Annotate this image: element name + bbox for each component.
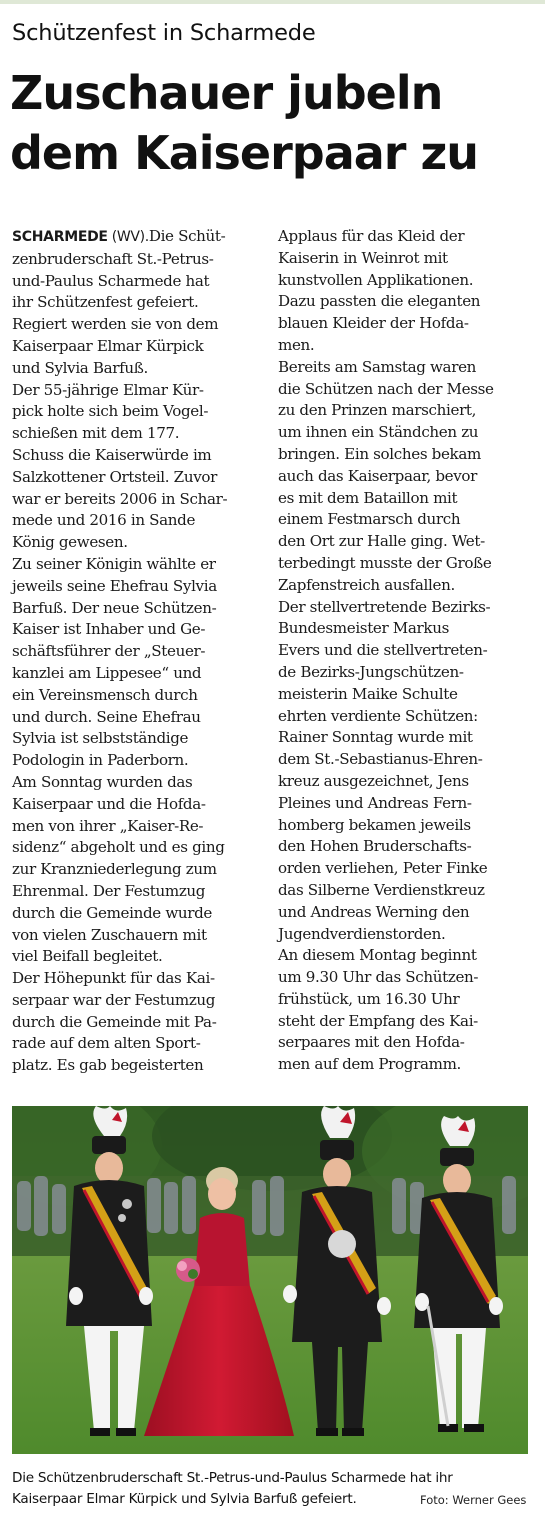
caption-line: Die Schützenbruderschaft St.-Petrus-und-Paulus Scharmede hat ihr — [12, 1470, 453, 1486]
body-line: es mit dem Bataillon mit — [278, 488, 458, 507]
body-line: Zapfenstreich ausfallen. — [278, 575, 455, 594]
top-rule — [0, 0, 545, 4]
body-line: Am Sonntag wurden das — [12, 772, 193, 791]
body-line: Ehrenmal. Der Festumzug — [12, 881, 206, 900]
body-line: um 9.30 Uhr das Schützen- — [278, 968, 479, 987]
caption-line: Kaiserpaar Elmar Kürpick und Sylvia Barfuß gefeiert. — [12, 1490, 357, 1507]
body-line: Der Höhepunkt für das Kai- — [12, 969, 215, 988]
body-line: zu den Prinzen marschiert, — [278, 401, 477, 420]
body-line: pick holte sich beim Vogel- — [12, 402, 209, 421]
dateline-source: (WV). — [107, 229, 149, 245]
body-line: Regiert werden sie von dem — [12, 315, 219, 334]
body-line: ihr Schützenfest gefeiert. — [12, 293, 199, 312]
body-line: ehrten verdiente Schützen: — [278, 706, 478, 725]
body-line: Barfuß. Der neue Schützen- — [12, 598, 217, 617]
body-line: meisterin Maike Schulte — [278, 684, 458, 703]
body-line: Der stellvertretende Bezirks- — [278, 597, 491, 616]
body-line: men. — [278, 335, 315, 354]
body-line: durch die Gemeinde wurde — [12, 903, 213, 922]
body-line: mede und 2016 in Sande — [12, 511, 196, 530]
body-line: men auf dem Programm. — [278, 1055, 461, 1074]
body-line: Rainer Sonntag wurde mit — [278, 728, 473, 747]
body-line: Bereits am Samstag waren — [278, 357, 477, 376]
body-line: zenbruderschaft St.-Petrus- — [12, 249, 214, 268]
body-line: Kaiserpaar und die Hofda- — [12, 794, 206, 813]
body-line: jeweils seine Ehefrau Sylvia — [12, 576, 217, 595]
body-line: Podologin in Paderborn. — [12, 751, 189, 770]
body-line: sidenz“ abgeholt und es ging — [12, 838, 225, 857]
body-line: kreuz ausgezeichnet, Jens — [278, 771, 469, 790]
body-line: König gewesen. — [12, 533, 128, 552]
body-line: ein Vereinsmensch durch — [12, 685, 198, 704]
body-line: Pleines und Andreas Fern- — [278, 793, 472, 812]
body-line: serpaar war der Festumzug — [12, 990, 216, 1009]
body-line: Applaus für das Kleid der — [278, 227, 465, 245]
body-line: Kaiserin in Weinrot mit — [278, 248, 448, 267]
body-line: kanzlei am Lippesee“ und — [12, 663, 202, 682]
body-line: Kaiser ist Inhaber und Ge- — [12, 620, 206, 639]
body-line: dem St.-Sebastianus-Ehren- — [278, 750, 483, 769]
body-line: orden verliehen, Peter Finke — [278, 859, 488, 878]
body-line: die Schützen nach der Messe — [278, 379, 494, 398]
body-line: war er bereits 2006 in Schar- — [12, 489, 228, 508]
body-text: Die Schüt- — [148, 227, 226, 245]
article-headline — [10, 63, 478, 183]
body-line: frühstück, um 16.30 Uhr — [278, 989, 460, 1008]
body-line: schießen mit dem 177. — [12, 424, 180, 443]
body-line: den Hohen Bruderschafts- — [278, 837, 472, 856]
dateline: SCHARMEDE — [12, 229, 108, 245]
body-line: homberg bekamen jeweils — [278, 815, 471, 834]
body-line: steht der Empfang des Kai- — [278, 1011, 478, 1030]
body-line: Jugendverdienstorden. — [278, 924, 446, 943]
body-line: Zu seiner Königin wählte er — [12, 554, 216, 573]
body-line: platz. Es gab begeisterten — [12, 1056, 204, 1075]
body-line: serpaares mit den Hofda- — [278, 1033, 465, 1052]
body-line: de Bezirks-Jungschützen- — [278, 662, 464, 681]
body-line: Evers und die stellvertreten- — [278, 641, 488, 660]
body-line: Salzkottener Ortsteil. Zuvor — [12, 467, 217, 486]
body-line: schäftsführer der „Steuer- — [12, 642, 206, 661]
body-line: Schuss die Kaiserwürde im — [12, 445, 212, 464]
body-line: von vielen Zuschauern mit — [12, 925, 207, 944]
photo-credit: Foto: Werner Gees — [420, 1493, 527, 1507]
body-line: Dazu passten die eleganten — [278, 292, 481, 311]
article-column-1 — [12, 226, 268, 1077]
body-line: An diesem Montag beginnt — [278, 946, 477, 965]
body-line: auch das Kaiserpaar, bevor — [278, 466, 478, 485]
body-line: Bundesmeister Markus — [278, 619, 449, 638]
body-line: das Silberne Verdienstkreuz — [278, 880, 485, 899]
body-line: den Ort zur Halle ging. Wet- — [278, 532, 485, 551]
body-line: um ihnen ein Ständchen zu — [278, 423, 479, 442]
body-line: Kaiserpaar Elmar Kürpick — [12, 336, 204, 355]
body-line: und Andreas Werning den — [278, 902, 470, 921]
body-line: kunstvollen Applikationen. — [278, 270, 474, 289]
article-kicker: Schützenfest in Scharmede — [12, 20, 316, 46]
body-line: men von ihrer „Kaiser-Re- — [12, 816, 204, 835]
article-photo — [12, 1106, 528, 1454]
body-line: und Sylvia Barfuß. — [12, 358, 148, 377]
body-line: Sylvia ist selbstständige — [12, 729, 189, 748]
body-line: bringen. Ein solches bekam — [278, 444, 481, 463]
body-line: viel Beifall begleitet. — [12, 947, 163, 966]
body-line: rade auf dem alten Sport- — [12, 1034, 201, 1053]
body-line: und durch. Seine Ehefrau — [12, 707, 201, 726]
headline-line: Zuschauer jubeln — [10, 66, 443, 120]
body-line: blauen Kleider der Hofda- — [278, 314, 469, 333]
body-line: zur Kranzniederlegung zum — [12, 860, 217, 879]
body-line — [12, 226, 268, 249]
body-line: und-Paulus Scharmede hat — [12, 271, 210, 290]
body-line: Der 55-jährige Elmar Kür- — [12, 380, 204, 399]
body-line: einem Festmarsch durch — [278, 510, 461, 529]
body-line: durch die Gemeinde mit Pa- — [12, 1012, 217, 1031]
article-column-2 — [278, 226, 534, 1076]
headline-line: dem Kaiserpaar zu — [10, 126, 479, 180]
body-line: terbedingt musste der Große — [278, 553, 492, 572]
